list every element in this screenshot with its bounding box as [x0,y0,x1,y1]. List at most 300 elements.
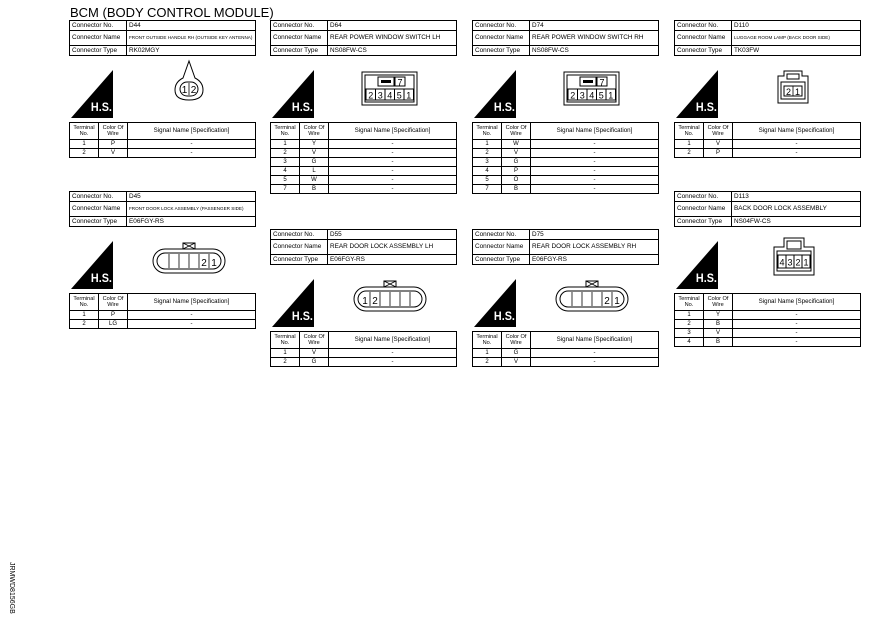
color-header [502,123,531,140]
connector-no-row [675,192,861,202]
signal-name-header: Signal Name [Specification] [128,123,256,140]
terminal-table-header [473,332,659,349]
signal-name-header: Signal Name [Specification] [128,294,256,311]
table-row [675,140,861,149]
side-code-text: JRMWD8156GB [8,562,15,614]
terminal-no-cell: 5 [271,176,300,185]
color-header-line2: Wire [107,131,119,137]
pin-label: 5 [598,90,604,101]
table-row [473,349,659,358]
connector-type-label: Connector Type [675,217,732,227]
terminal-no-cell: 1 [271,140,300,149]
wire-color-cell: Y [704,311,733,320]
connector-name-value: FRONT DOOR LOCK ASSEMBLY (PASSENGER SIDE) [127,202,256,217]
connector-diagram [674,227,861,293]
connector-visual [270,56,457,122]
connector-no-row [271,21,457,31]
connector-name-row [473,31,659,46]
signal-name-cell: - [733,338,861,347]
connector-type-value: E06FGY-RS [328,255,457,265]
pin-label: 5 [396,90,402,101]
table-row [473,149,659,158]
color-header-line1: Color Of [102,295,124,302]
connector-type-value: E06FGY-RS [530,255,659,265]
terminal-header-line2: No. [79,131,89,137]
signal-name-cell: - [733,320,861,329]
pin-label: 1 [803,257,809,268]
table-row [70,149,256,158]
color-header [300,123,329,140]
connector-name-label: Connector Name [271,31,328,46]
harness-side-label: H.S. [90,272,112,286]
signal-name-cell: - [531,149,659,158]
connector-visual [472,265,659,331]
terminal-no-cell: 2 [675,149,704,158]
wire-color-cell: P [704,149,733,158]
terminal-table [270,122,457,194]
connector-no-value: D45 [127,192,256,202]
connector-face [556,281,628,311]
connector-name-row [70,202,256,217]
connector-no-label: Connector No. [70,192,127,202]
connector-no-value: D75 [530,230,659,240]
table-row [675,338,861,347]
connector-name-row [473,240,659,255]
connector-block-d44 [69,20,256,158]
signal-name-cell: - [329,176,457,185]
connector-info-table [69,20,256,56]
signal-name-cell: - [531,358,659,367]
connector-name-value: LUGGAGE ROOM LAMP (BACK DOOR SIDE) [732,31,861,46]
connector-visual [674,227,861,293]
table-row [675,149,861,158]
terminal-header-line1: Terminal [678,124,700,131]
connector-name-label: Connector Name [70,202,127,217]
table-row [473,140,659,149]
table-row [473,358,659,367]
terminal-table-header [675,123,861,140]
connector-name-label: Connector Name [675,31,732,46]
connector-no-value: D64 [328,21,457,31]
connector-diagram [472,56,659,122]
wire-color-cell: V [502,149,531,158]
terminal-no-cell: 7 [271,185,300,194]
signal-name-cell: - [128,149,256,158]
color-header-line1: Color Of [707,295,729,302]
connector-name-value: REAR POWER WINDOW SWITCH RH [530,31,659,46]
wire-color-cell: W [502,140,531,149]
terminal-no-header [271,123,300,140]
terminal-header-line2: No. [482,131,492,137]
pin-label: 2 [201,258,207,269]
connector-diagram [69,56,256,122]
connector-face [153,243,225,273]
terminal-table [472,331,659,367]
connector-no-row [70,192,256,202]
terminal-table [270,331,457,367]
color-header [704,294,733,311]
table-row [675,329,861,338]
connector-visual [472,56,659,122]
connector-no-label: Connector No. [675,21,732,31]
terminal-header-line2: No. [280,340,290,346]
pin-label: 1 [181,85,188,96]
color-header-line2: Wire [510,340,522,346]
terminal-table-header [271,123,457,140]
terminal-header-line1: Terminal [73,124,95,131]
connector-block-d55 [270,229,457,367]
terminal-no-cell: 1 [70,140,99,149]
signal-name-cell: - [329,349,457,358]
pin-label: 2 [785,87,792,97]
pin-label: 7 [397,77,403,88]
pin-label: 2 [570,90,576,101]
terminal-no-cell: 4 [675,338,704,347]
signal-name-header: Signal Name [Specification] [329,332,457,349]
pin-label: 2 [604,296,610,307]
signal-name-header: Signal Name [Specification] [733,294,861,311]
connector-no-label: Connector No. [473,21,530,31]
table-row [70,311,256,320]
pin-label: 7 [599,77,605,88]
terminal-no-header [70,294,99,311]
connector-type-value: E06FGY-RS [127,217,256,227]
terminal-table [69,122,256,158]
color-header-line1: Color Of [505,333,527,340]
terminal-header-line2: No. [684,131,694,137]
signal-name-cell: - [531,167,659,176]
terminal-table [674,122,861,158]
terminal-table-header [473,123,659,140]
wire-color-cell: V [704,140,733,149]
terminal-header-line1: Terminal [274,333,296,340]
terminal-no-cell: 7 [473,185,502,194]
terminal-no-cell: 2 [271,358,300,367]
table-row [271,185,457,194]
connector-no-label: Connector No. [271,21,328,31]
signal-name-cell: - [329,149,457,158]
connector-diagram [472,265,659,331]
color-header-line1: Color Of [707,124,729,131]
signal-name-cell: - [329,167,457,176]
connector-type-label: Connector Type [473,255,530,265]
connector-type-value: NS04FW-CS [732,217,861,227]
terminal-no-cell: 1 [675,140,704,149]
signal-name-cell: - [128,320,256,329]
table-row [271,349,457,358]
connector-name-value: REAR POWER WINDOW SWITCH LH [328,31,457,46]
terminal-header-line2: No. [684,302,694,308]
harness-side-label: H.S. [695,272,717,286]
terminal-no-cell: 5 [473,176,502,185]
terminal-header-line1: Terminal [476,333,498,340]
color-header-line2: Wire [510,131,522,137]
signal-name-cell: - [329,358,457,367]
signal-name-cell: - [733,311,861,320]
connector-type-label: Connector Type [70,217,127,227]
wire-color-cell: G [300,358,329,367]
terminal-no-header [70,123,99,140]
connector-name-row [675,202,861,217]
terminal-table [674,293,861,347]
pin-label: 2 [795,257,801,268]
color-header [300,332,329,349]
terminal-table [69,293,256,329]
terminal-table-header [70,123,256,140]
table-row [473,185,659,194]
terminal-no-cell: 3 [473,158,502,167]
pin-label: 3 [579,90,585,101]
connector-block-d74 [472,20,659,194]
terminal-no-cell: 4 [271,167,300,176]
wire-color-cell: O [502,176,531,185]
signal-name-cell: - [733,329,861,338]
harness-side-label: H.S. [695,101,717,115]
terminal-no-cell: 2 [675,320,704,329]
signal-name-cell: - [733,149,861,158]
wire-color-cell: V [300,149,329,158]
table-row [675,311,861,320]
wire-color-cell: P [99,311,128,320]
connector-type-row [675,217,861,227]
table-row [70,320,256,329]
connector-name-row [271,240,457,255]
connector-type-label: Connector Type [473,46,530,56]
table-row [271,167,457,176]
pin-label: 3 [787,257,793,268]
connector-info-table [270,229,457,265]
connector-diagram [270,265,457,331]
terminal-no-cell: 1 [675,311,704,320]
connector-no-row [473,21,659,31]
connector-type-row [70,217,256,227]
connector-visual [69,56,256,122]
connector-info-table [270,20,457,56]
table-row [271,140,457,149]
pin-label: 2 [372,296,378,307]
terminal-no-cell: 2 [70,320,99,329]
color-header-line1: Color Of [102,124,124,131]
connector-face [778,71,808,103]
connector-block-d75 [472,229,659,367]
signal-name-cell: - [531,176,659,185]
connector-face [564,72,619,105]
signal-name-cell: - [128,311,256,320]
connector-info-table [472,229,659,265]
color-header-line1: Color Of [303,333,325,340]
connector-name-label: Connector Name [70,31,127,46]
connector-no-row [70,21,256,31]
wire-color-cell: W [300,176,329,185]
wire-color-cell: G [502,158,531,167]
table-row [271,176,457,185]
connector-type-row [473,255,659,265]
terminal-no-header [271,332,300,349]
connector-name-label: Connector Name [473,240,530,255]
connector-diagram [674,56,861,122]
connector-no-row [675,21,861,31]
connector-no-value: D55 [328,230,457,240]
signal-name-header: Signal Name [Specification] [531,123,659,140]
connector-block-d64 [270,20,457,194]
connector-face [774,238,814,275]
table-row [271,149,457,158]
pin-label: 1 [614,296,620,307]
wire-color-cell: V [502,358,531,367]
connector-name-label: Connector Name [473,31,530,46]
connector-no-value: D74 [530,21,659,31]
connector-name-value: REAR DOOR LOCK ASSEMBLY RH [530,240,659,255]
wire-color-cell: G [300,158,329,167]
connector-no-label: Connector No. [473,230,530,240]
terminal-no-cell: 3 [271,158,300,167]
terminal-header-line1: Terminal [73,295,95,302]
color-header [704,123,733,140]
wire-color-cell: V [300,349,329,358]
connector-face [175,61,203,100]
pin-label: 4 [387,90,393,101]
connector-name-value: FRONT OUTSIDE HANDLE RH (OUTSIDE KEY ANTENNA) [127,31,256,46]
connector-diagram [270,56,457,122]
connector-visual [674,56,861,122]
harness-side-label: H.S. [291,101,313,115]
color-header-line2: Wire [712,131,724,137]
wire-color-cell: B [704,320,733,329]
connector-type-row [271,46,457,56]
signal-name-header: Signal Name [Specification] [329,123,457,140]
table-row [271,358,457,367]
terminal-no-header [675,294,704,311]
signal-name-header: Signal Name [Specification] [531,332,659,349]
color-header [99,123,128,140]
color-header [502,332,531,349]
signal-name-header: Signal Name [Specification] [733,123,861,140]
connector-name-row [271,31,457,46]
page-title: BCM (BODY CONTROL MODULE) [70,5,274,20]
terminal-no-cell: 1 [70,311,99,320]
connector-info-table [69,191,256,227]
signal-name-cell: - [733,140,861,149]
connector-type-value: RK02MGY [127,46,256,56]
wire-color-cell: P [99,140,128,149]
pin-label: 1 [608,90,614,101]
connector-type-value: TK03FW [732,46,861,56]
pin-label: 2 [190,85,197,96]
wire-color-cell: B [502,185,531,194]
connector-type-value: NS08FW-CS [328,46,457,56]
connector-block-d113 [674,191,861,347]
signal-name-cell: - [531,158,659,167]
connector-name-label: Connector Name [271,240,328,255]
connector-no-value: D113 [732,192,861,202]
connector-info-table [674,191,861,227]
color-header-line2: Wire [107,302,119,308]
connector-diagram [69,227,256,293]
terminal-no-cell: 2 [473,358,502,367]
terminal-no-header [473,332,502,349]
wire-color-cell: V [99,149,128,158]
connector-type-label: Connector Type [675,46,732,56]
pin-label: 4 [779,257,785,268]
connector-block-d45 [69,191,256,329]
connector-block-d110 [674,20,861,158]
connector-name-row [70,31,256,46]
terminal-no-cell: 2 [473,149,502,158]
terminal-header-line2: No. [280,131,290,137]
signal-name-cell: - [329,185,457,194]
terminal-no-cell: 2 [271,149,300,158]
color-header [99,294,128,311]
table-row [473,158,659,167]
table-row [473,167,659,176]
signal-name-cell: - [531,185,659,194]
harness-side-label: H.S. [90,101,112,115]
terminal-header-line1: Terminal [274,124,296,131]
table-row [70,140,256,149]
connector-info-table [674,20,861,56]
table-row [473,176,659,185]
connector-type-row [675,46,861,56]
connector-name-row [675,31,861,46]
terminal-header-line1: Terminal [476,124,498,131]
connector-name-value: REAR DOOR LOCK ASSEMBLY LH [328,240,457,255]
terminal-no-cell: 1 [271,349,300,358]
signal-name-cell: - [329,140,457,149]
signal-name-cell: - [531,140,659,149]
wire-color-cell: Y [300,140,329,149]
pin-label: 4 [589,90,595,101]
signal-name-cell: - [531,349,659,358]
wire-color-cell: P [502,167,531,176]
wire-color-cell: LG [99,320,128,329]
terminal-no-cell: 4 [473,167,502,176]
connector-type-label: Connector Type [70,46,127,56]
terminal-no-header [473,123,502,140]
connector-no-label: Connector No. [675,192,732,202]
signal-name-cell: - [329,158,457,167]
harness-side-label: H.S. [493,310,515,324]
harness-side-label: H.S. [291,310,313,324]
pin-label: 3 [377,90,383,101]
pin-label: 1 [406,90,412,101]
wire-color-cell: V [704,329,733,338]
connector-face [354,281,426,311]
connector-name-value: BACK DOOR LOCK ASSEMBLY [732,202,861,217]
wire-color-cell: B [704,338,733,347]
connector-type-label: Connector Type [271,46,328,56]
table-row [271,158,457,167]
connector-type-row [473,46,659,56]
terminal-table-header [271,332,457,349]
connector-no-value: D110 [732,21,861,31]
color-header-line2: Wire [712,302,724,308]
connector-type-row [271,255,457,265]
terminal-table-header [675,294,861,311]
terminal-no-cell: 3 [675,329,704,338]
pin-label: 2 [368,90,374,101]
terminal-header-line1: Terminal [678,295,700,302]
color-header-line1: Color Of [303,124,325,131]
connector-no-value: D44 [127,21,256,31]
terminal-no-header [675,123,704,140]
connector-no-row [473,230,659,240]
side-code [3,560,13,620]
color-header-line1: Color Of [505,124,527,131]
terminal-header-line2: No. [79,302,89,308]
connector-visual [270,265,457,331]
terminal-header-line2: No. [482,340,492,346]
wire-color-cell: B [300,185,329,194]
